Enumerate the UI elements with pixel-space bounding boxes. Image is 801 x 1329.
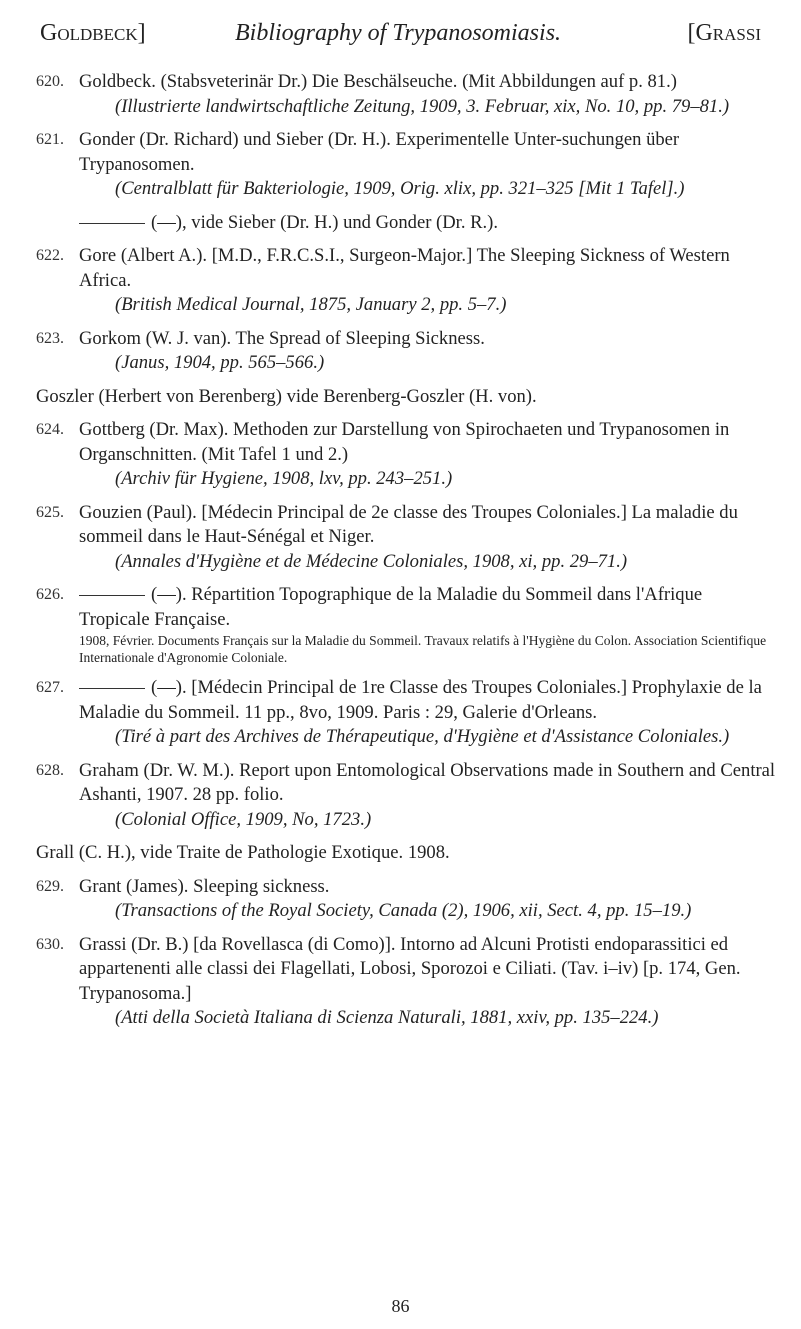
entry-citation: Gorkom (W. J. van). The Spread of Sleeping Sickness. xyxy=(79,327,485,349)
entry-source: (Transactions of the Royal Society, Canada (2), 1906, xii, Sect. 4, pp. 15–19.) xyxy=(115,900,692,921)
entry-number: 624. xyxy=(36,421,64,438)
entry-number: 626. xyxy=(36,586,64,603)
entry-number: 627. xyxy=(36,679,64,696)
entry-citation: Grassi (Dr. B.) [da Rovellasca (di Como)]. Intorno ad Alcuni Protisti endoparassitici ed appartenenti alle classi dei Flagellati, Lobosi, Sporozoi e Ciliati. (Tav. i–iv) [p. 174, Gen. Trypanosoma.] xyxy=(79,933,741,1004)
entry-625 xyxy=(36,501,776,575)
header-right: [Grassi xyxy=(687,20,761,46)
entry-622 xyxy=(36,244,776,318)
entry-630 xyxy=(36,933,776,1031)
entry-citation: Gore (Albert A.). [M.D., F.R.C.S.I., Surgeon-Major.] The Sleeping Sickness of Western Africa. xyxy=(79,245,730,291)
entry-citation xyxy=(79,583,776,632)
entry-source: (Annales d'Hygiène et de Médecine Coloniales, 1908, xi, pp. 29–71.) xyxy=(115,550,628,572)
entry-source: (Centralblatt für Bakteriologie, 1909, Orig. xlix, pp. 321–325 [Mit 1 Tafel].) xyxy=(115,178,685,199)
entry-source: (Archiv für Hygiene, 1908, lxv, pp. 243–251.) xyxy=(115,468,453,489)
entry-citation: (—), vide Sieber (Dr. H.) und Gonder (Dr. R.). xyxy=(151,211,499,233)
bibliography-list xyxy=(36,70,776,1040)
entry-624 xyxy=(36,418,776,492)
running-header xyxy=(40,16,761,50)
entry-number: 622. xyxy=(36,247,64,264)
entry-number: 621. xyxy=(36,131,64,148)
header-left: Goldbeck] xyxy=(40,20,146,46)
entry-628 xyxy=(36,759,776,833)
ditto-rule xyxy=(79,223,145,224)
entry-source: (Janus, 1904, pp. 565–566.) xyxy=(115,352,325,373)
entry-629 xyxy=(36,875,776,924)
entry-citation: Graham (Dr. W. M.). Report upon Entomological Observations made in Southern and Central Ashanti, 1907. 28 pp. folio. xyxy=(79,759,776,805)
entry-source: (Tiré à part des Archives de Thérapeutique, d'Hygiène et d'Assistance Coloniales.) xyxy=(115,726,730,747)
entry-number: 620. xyxy=(36,73,64,90)
entry-source: (Atti della Società Italiana di Scienza Naturali, 1881, xxiv, pp. 135–224.) xyxy=(115,1007,659,1028)
entry-citation xyxy=(79,676,776,725)
entry-number: 623. xyxy=(36,329,64,347)
entry-note: 1908, Février. Documents Français sur la Maladie du Sommeil. Travaux relatifs à l'Hygiène du Colon. Association Scientifique Internationale d'Agronomie Coloniale. xyxy=(79,633,767,665)
entry-number: 630. xyxy=(36,935,64,953)
entry-citation: Goldbeck. (Stabsveterinär Dr.) Die Beschälseuche. (Mit Abbildungen auf p. 81.) xyxy=(79,71,677,92)
entry-cross-ref-gonder xyxy=(36,211,776,236)
entry-621 xyxy=(36,128,776,202)
ditto-rule xyxy=(79,595,145,596)
ditto-rule xyxy=(79,688,145,689)
entry-cross-ref-grall xyxy=(36,841,776,866)
entry-627 xyxy=(36,676,776,750)
entry-source: (Illustrierte landwirtschaftliche Zeitung, 1909, 3. Februar, xix, No. 10, pp. 79–81.) xyxy=(115,95,730,117)
entry-623 xyxy=(36,327,776,376)
entry-source: (British Medical Journal, 1875, January 2, pp. 5–7.) xyxy=(115,294,507,315)
entry-citation: Grant (James). Sleeping sickness. xyxy=(79,875,330,897)
entry-number: 629. xyxy=(36,877,64,895)
entry-source: (Colonial Office, 1909, No, 1723.) xyxy=(115,808,372,830)
entry-citation-text: (—). [Médecin Principal de 1re Classe des Troupes Coloniales.] Prophylaxie de la Maladie du Sommeil. 11 pp., 8vo, 1909. Paris : 29, Galerie d'Orleans. xyxy=(79,677,762,723)
entry-number: 625. xyxy=(36,503,64,521)
header-title: Bibliography of Trypanosomiasis. xyxy=(235,20,562,46)
entry-citation: Goszler (Herbert von Berenberg) vide Berenberg-Goszler (H. von). xyxy=(36,385,537,407)
entry-number: 628. xyxy=(36,761,64,779)
entry-620 xyxy=(36,70,776,119)
entry-626 xyxy=(36,583,776,670)
entry-citation-text: (—). Répartition Topographique de la Maladie du Sommeil dans l'Afrique Tropicale Française. xyxy=(79,584,703,630)
entry-cross-ref-goszler xyxy=(36,385,776,410)
page-number: 86 xyxy=(391,1296,410,1316)
entry-citation: Gonder (Dr. Richard) und Sieber (Dr. H.). Experimentelle Unter-suchungen über Trypanosomen. xyxy=(79,129,680,175)
entry-citation: Gouzien (Paul). [Médecin Principal de 2e classe des Troupes Coloniales.] La maladie du sommeil dans le Haut-Sénégal et Niger. xyxy=(79,501,738,547)
entry-citation: Gottberg (Dr. Max). Methoden zur Darstellung von Spirochaeten und Trypanosomen in Organschnitten. (Mit Tafel 1 und 2.) xyxy=(79,419,730,465)
entry-citation: Grall (C. H.), vide Traite de Pathologie Exotique. 1908. xyxy=(36,842,450,863)
